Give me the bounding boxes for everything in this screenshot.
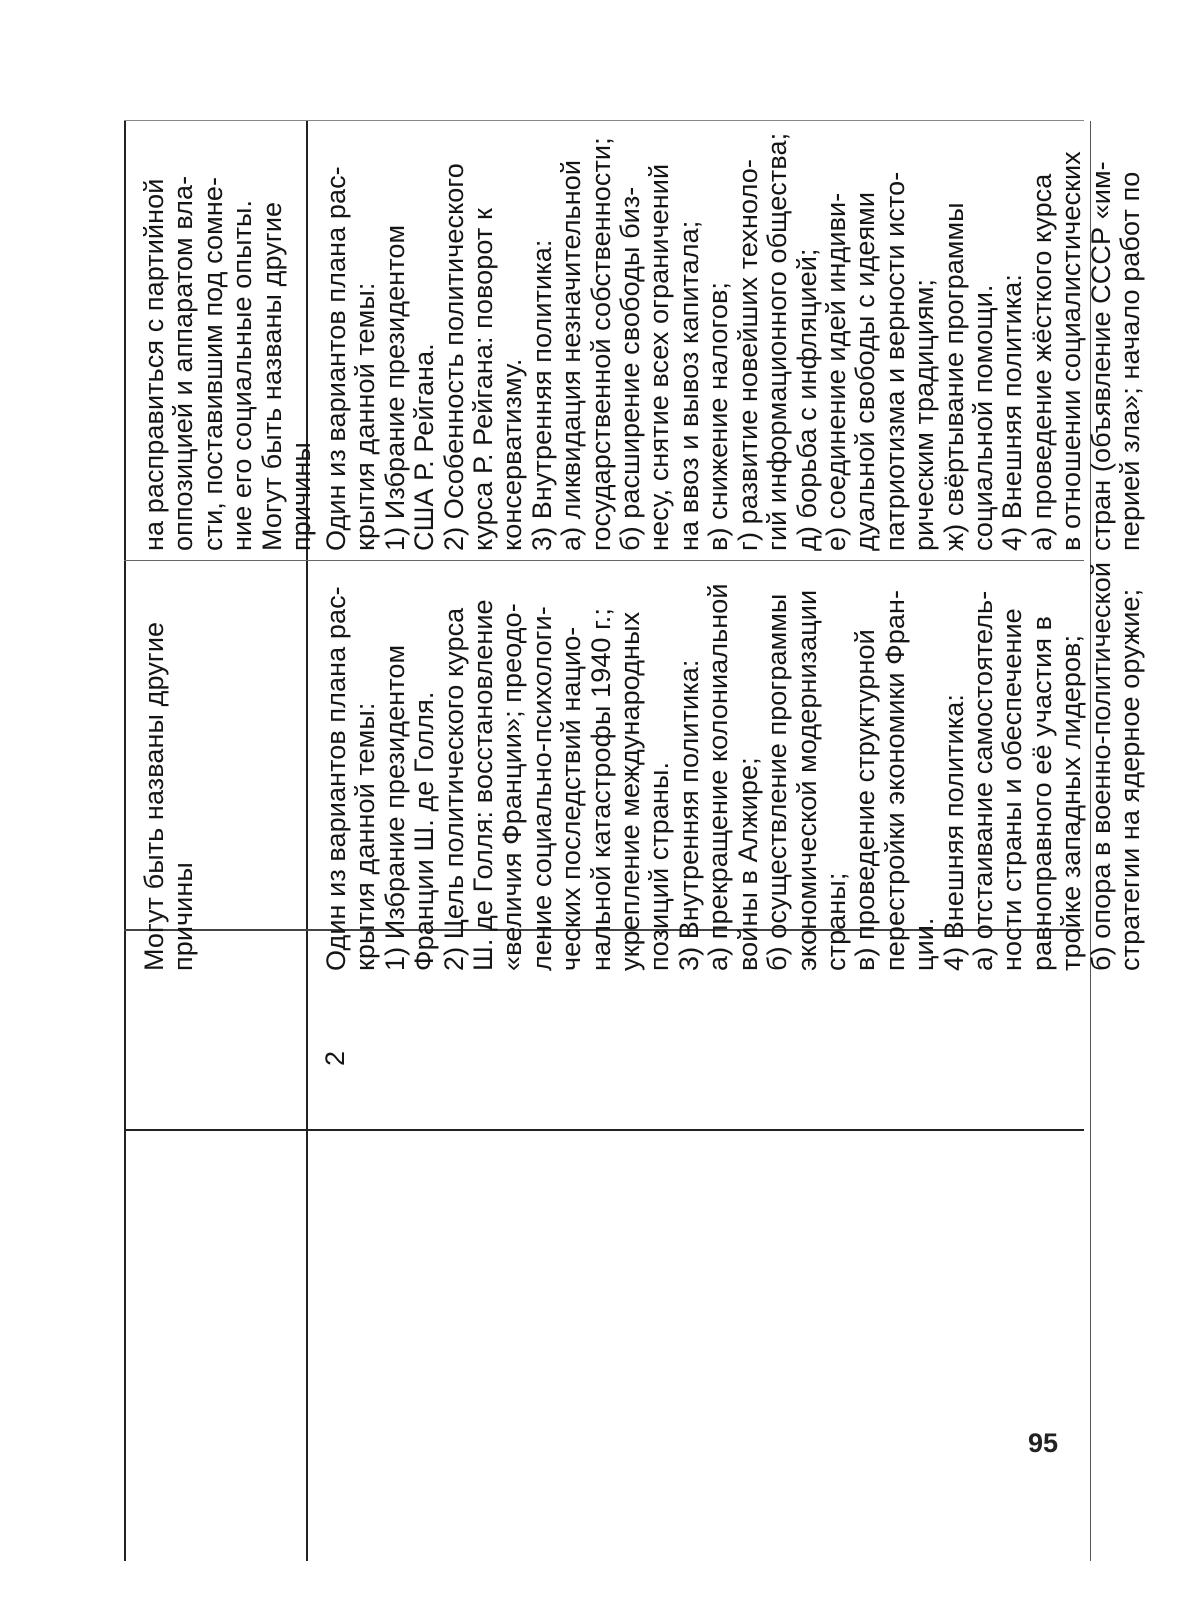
row1-left-cell: Могут быть названы другие причины	[139, 621, 199, 971]
page-number: 95	[1028, 1428, 1059, 1458]
row2-left-cell: Один из вариантов плана рас- крытия данной темы: 1) Избрание президентом Франции Ш. де Голля. 2) Цель политического курса Ш. де Голля: восстановление «величия Франции»; преодо- ление социально-психологи- ческих последствий нацио- нальной катастрофы 1940 г.; укрепление международных позиций страны. 3) Внутренняя политика: а) прекращение колониальной войны в Алжире; б) осуществление программы экономической модернизации страны; в) проведение структурной перестройки экономики Фран- ции. 4) Внешняя политика: а) отстаивание самостоятель- ности страны и обеспечение равноправного её участия в тройке западных лидеров; б) опора в военно-политической стратегии на ядерное оружие;	[321, 561, 1145, 971]
table-rule-top	[124, 121, 126, 1561]
table-rule-right-edge	[124, 120, 1084, 121]
table-col-divider-content	[124, 560, 1084, 561]
row2-number: 2	[320, 1050, 350, 1066]
row2-right-cell: Один из вариантов плана рас- крытия данной темы: 1) Избрание президентом США Р. Рейгана. 2) Особенность политического курса Р. Рейгана: поворот к консерватизму. 3) Внутренняя политика: а) ликвидация незначительной государственной собственности; б) расширение свободы биз- несу, снятие всех ограничений на ввоз и вывоз капитала; в) снижение налогов; г) развитие новейших техноло- гий информационного общества; д) борьба с инфляцией; е) соединение идей индиви- дуальной свободы с идеями патриотизма и верности исто- рическим традициям; ж) свёртывание программы социальной помощи. 4) Внешняя политика: а) проведение жёсткого курса в отношении социалистических стран (объявление СССР «им- перией зла»; начало работ по	[321, 132, 1145, 551]
row1-right-cell: на расправиться с партийной оппозицией и аппаратом вла- сти, поставившим под сомне- ние его социальные опыты. Могут быть названы другие причины	[139, 175, 317, 551]
table-col-divider-left	[124, 1129, 1084, 1131]
